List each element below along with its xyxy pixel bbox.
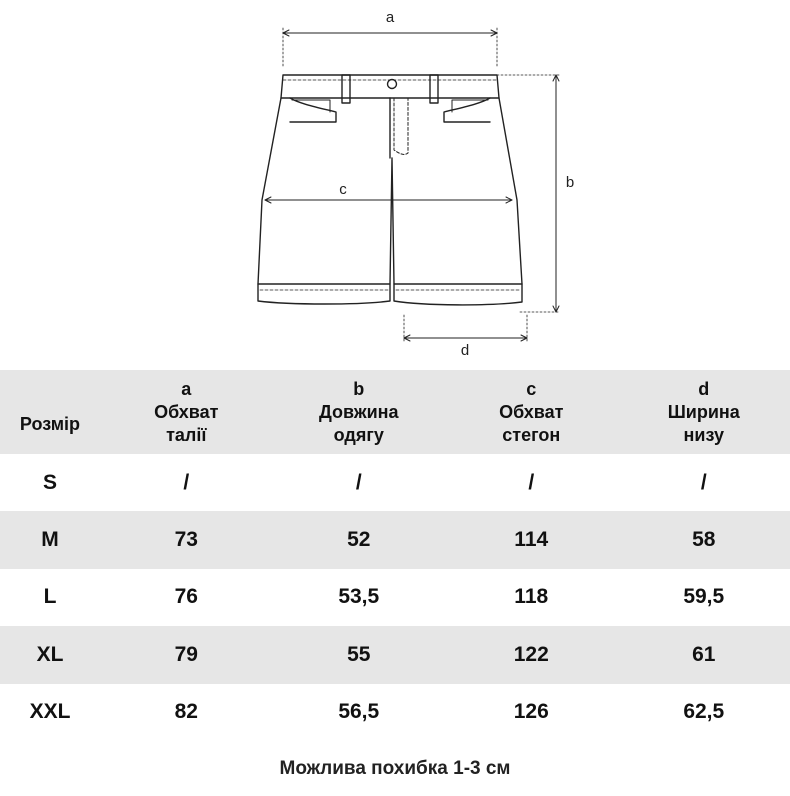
cell-c: 114 bbox=[514, 528, 549, 552]
cell-a: 82 bbox=[174, 700, 198, 724]
header-letter: c bbox=[526, 378, 537, 399]
cell-d: 62,5 bbox=[683, 700, 725, 724]
table-row bbox=[0, 511, 790, 568]
cell-a: 79 bbox=[174, 642, 198, 666]
table-row bbox=[0, 569, 790, 626]
cell-size: XXL bbox=[29, 700, 71, 724]
label-a: a bbox=[385, 9, 395, 26]
cell-size: S bbox=[42, 470, 57, 494]
cell-c: 122 bbox=[513, 642, 549, 666]
dimension-line-a bbox=[283, 28, 497, 66]
header-letter: d bbox=[698, 378, 710, 399]
cell-b: 56,5 bbox=[338, 700, 380, 724]
dimension-line-d bbox=[404, 315, 527, 342]
cell-size: L bbox=[43, 585, 57, 609]
cell-a: / bbox=[183, 470, 190, 494]
header-letter: b bbox=[353, 378, 365, 399]
header-name: Довжина bbox=[318, 401, 399, 422]
cell-d: 58 bbox=[692, 528, 716, 552]
dimension-line-c bbox=[265, 197, 512, 203]
table-row bbox=[0, 626, 790, 683]
header-name: низу bbox=[683, 424, 724, 445]
label-c: c bbox=[339, 181, 347, 198]
cell-c: / bbox=[528, 470, 535, 494]
cell-c: 118 bbox=[514, 585, 549, 609]
header-name: стегон bbox=[502, 424, 561, 445]
header-col-d bbox=[618, 370, 790, 454]
table-row bbox=[0, 454, 790, 511]
label-b: b bbox=[565, 174, 575, 191]
header-size: Розмір bbox=[19, 413, 81, 434]
table-row bbox=[0, 684, 790, 741]
shorts-outline bbox=[258, 75, 522, 305]
size-table bbox=[0, 370, 790, 741]
cell-b: 52 bbox=[347, 528, 371, 552]
header-col-c bbox=[445, 370, 618, 454]
table-header-row bbox=[0, 370, 790, 454]
cell-b: / bbox=[355, 470, 362, 494]
cell-d: / bbox=[700, 470, 707, 494]
cell-b: 53,5 bbox=[338, 585, 380, 609]
header-name: Ширина bbox=[667, 401, 740, 422]
cell-d: 59,5 bbox=[683, 585, 725, 609]
label-d: d bbox=[460, 342, 470, 359]
cell-size: XL bbox=[36, 642, 64, 666]
cell-a: 76 bbox=[174, 585, 198, 609]
header-name: одягу bbox=[333, 424, 384, 445]
header-letter: a bbox=[181, 378, 192, 399]
tolerance-note: Можлива похибка 1-3 см bbox=[279, 758, 511, 779]
header-name: Обхват bbox=[154, 401, 219, 422]
header-col-a bbox=[100, 370, 273, 454]
header-col-b bbox=[273, 370, 446, 454]
cell-a: 73 bbox=[174, 528, 198, 552]
shorts-diagram bbox=[0, 0, 790, 370]
dimension-line-b bbox=[497, 75, 560, 312]
cell-c: 126 bbox=[513, 700, 549, 724]
header-name: Обхват bbox=[499, 401, 564, 422]
cell-b: 55 bbox=[347, 642, 371, 666]
cell-d: 61 bbox=[692, 642, 716, 666]
cell-size: M bbox=[41, 528, 59, 552]
header-name: талії bbox=[166, 424, 207, 445]
